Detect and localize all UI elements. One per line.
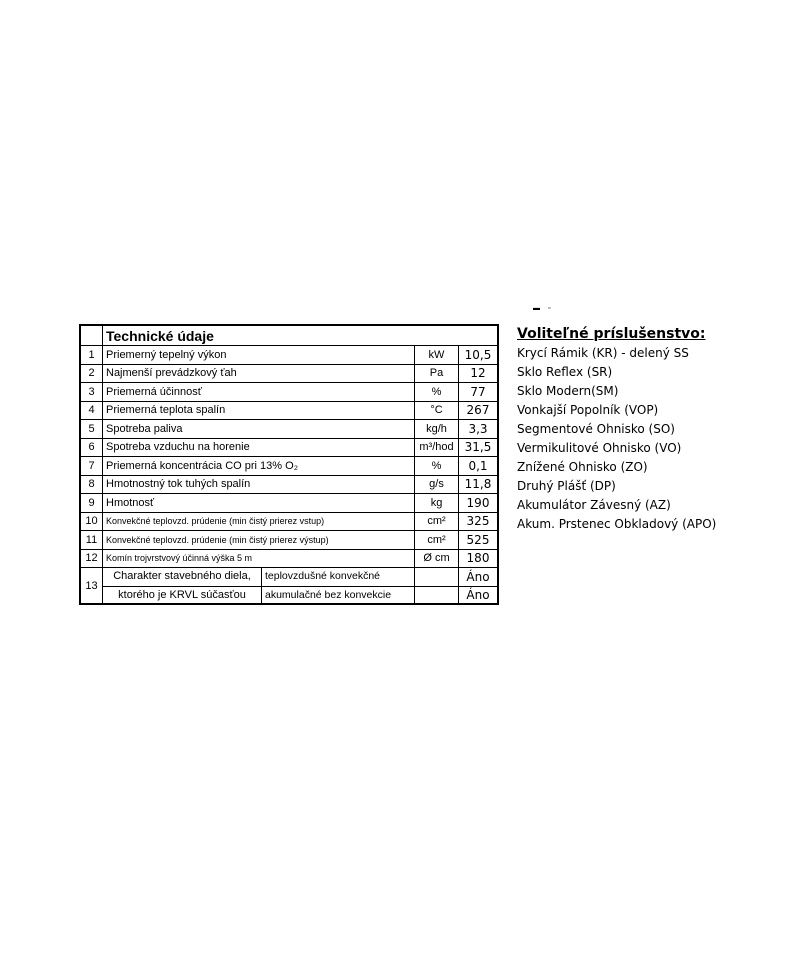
row-label: Spotreba paliva xyxy=(103,420,415,439)
table-header-row xyxy=(81,326,498,346)
row-label: Priemerná koncentrácia CO pri 13% O₂ xyxy=(103,457,415,476)
row-number: 6 xyxy=(81,438,103,457)
list-item: Znížené Ohnisko (ZO) xyxy=(517,460,648,474)
table-row xyxy=(81,531,498,550)
row-value: 0,1 xyxy=(459,457,498,476)
row-number: 5 xyxy=(81,420,103,439)
row-unit: kg xyxy=(415,494,459,513)
row-unit: m³/hod xyxy=(415,438,459,457)
list-item: Segmentové Ohnisko (SO) xyxy=(517,422,675,436)
row-value: 77 xyxy=(459,383,498,402)
list-item: Vonkajší Popolník (VOP) xyxy=(517,403,659,417)
table-row xyxy=(81,549,498,568)
row-label: Priemerná teplota spalín xyxy=(103,401,415,420)
technical-data-table xyxy=(80,325,498,605)
table-row xyxy=(81,364,498,383)
table-row xyxy=(81,494,498,513)
row-unit: Ø cm xyxy=(415,549,459,568)
row-unit: % xyxy=(415,457,459,476)
table-row xyxy=(81,475,498,494)
row-value: 325 xyxy=(459,512,498,531)
category-line2: ktorého je KRVL súčasťou xyxy=(103,587,262,605)
row-number: 7 xyxy=(81,457,103,476)
row13-left xyxy=(103,568,415,587)
row-value: 11,8 xyxy=(459,475,498,494)
table-row xyxy=(81,512,498,531)
option-value: Áno xyxy=(459,586,498,605)
row-unit: g/s xyxy=(415,475,459,494)
row-value: 525 xyxy=(459,531,498,550)
row-value: 190 xyxy=(459,494,498,513)
row-unit-empty xyxy=(415,568,459,587)
list-item: Sklo Reflex (SR) xyxy=(517,365,613,379)
accessories-title: Voliteľné príslušenstvo: xyxy=(517,326,706,342)
row-unit: °C xyxy=(415,401,459,420)
category-line1: Charakter stavebného diela, xyxy=(103,568,262,586)
table-row xyxy=(81,438,498,457)
accessories-list xyxy=(517,344,787,534)
row-label: Priemerný tepelný výkon xyxy=(103,346,415,365)
row-number: 9 xyxy=(81,494,103,513)
row-number: 4 xyxy=(81,401,103,420)
table-row xyxy=(81,420,498,439)
optional-accessories xyxy=(517,325,787,534)
row-value: 3,3 xyxy=(459,420,498,439)
row-label: Hmotnostný tok tuhých spalín xyxy=(103,475,415,494)
row-value: 180 xyxy=(459,549,498,568)
table-row xyxy=(81,346,498,365)
header-blank-cell xyxy=(81,326,103,346)
row-value: 31,5 xyxy=(459,438,498,457)
row-unit: kW xyxy=(415,346,459,365)
table-title: Technické údaje xyxy=(103,326,498,346)
table-row xyxy=(81,383,498,402)
row-number: 10 xyxy=(81,512,103,531)
option-label: teplovzdušné konvekčné xyxy=(265,570,380,582)
row-label: Konvekčné teplovzd. prúdenie (min čistý prierez výstup) xyxy=(103,531,415,550)
row-number: 8 xyxy=(81,475,103,494)
row-label: Najmenší prevádzkový ťah xyxy=(103,364,415,383)
row-value: 267 xyxy=(459,401,498,420)
row-label: Komín trojvrstvový účinná výška 5 m xyxy=(103,549,415,568)
row-unit: cm² xyxy=(415,512,459,531)
row-label: Konvekčné teplovzd. prúdenie (min čistý prierez vstup) xyxy=(103,512,415,531)
row-label: Priemerná účinnosť xyxy=(103,383,415,402)
list-item: Sklo Modern(SM) xyxy=(517,384,619,398)
row-unit: Pa xyxy=(415,364,459,383)
row-number: 3 xyxy=(81,383,103,402)
row-unit: kg/h xyxy=(415,420,459,439)
row-number: 13 xyxy=(81,568,103,605)
row-value: 12 xyxy=(459,364,498,383)
list-item: Akumulátor Závesný (AZ) xyxy=(517,498,671,512)
table-row-13b xyxy=(81,586,498,605)
row-value: 10,5 xyxy=(459,346,498,365)
option-label: akumulačné bez konvekcie xyxy=(265,588,392,601)
row-number: 11 xyxy=(81,531,103,550)
row-number: 1 xyxy=(81,346,103,365)
table-row xyxy=(81,401,498,420)
row-label: Hmotnosť xyxy=(103,494,415,513)
row-unit: cm² xyxy=(415,531,459,550)
option-value: Áno xyxy=(459,568,498,587)
row13-left xyxy=(103,586,415,605)
list-item: Krycí Rámik (KR) - delený SS xyxy=(517,346,689,360)
row-unit-empty xyxy=(415,586,459,605)
row-unit: % xyxy=(415,383,459,402)
row-number: 12 xyxy=(81,549,103,568)
list-item: Vermikulitové Ohnisko (VO) xyxy=(517,441,682,455)
table-row xyxy=(81,457,498,476)
list-item: Druhý Plášť (DP) xyxy=(517,479,616,493)
row-number: 2 xyxy=(81,364,103,383)
small-marks: ▬ ▫ xyxy=(533,305,554,312)
list-item: Akum. Prstenec Obkladový (APO) xyxy=(517,517,717,531)
table-row-13a xyxy=(81,568,498,587)
row-label: Spotreba vzduchu na horenie xyxy=(103,438,415,457)
